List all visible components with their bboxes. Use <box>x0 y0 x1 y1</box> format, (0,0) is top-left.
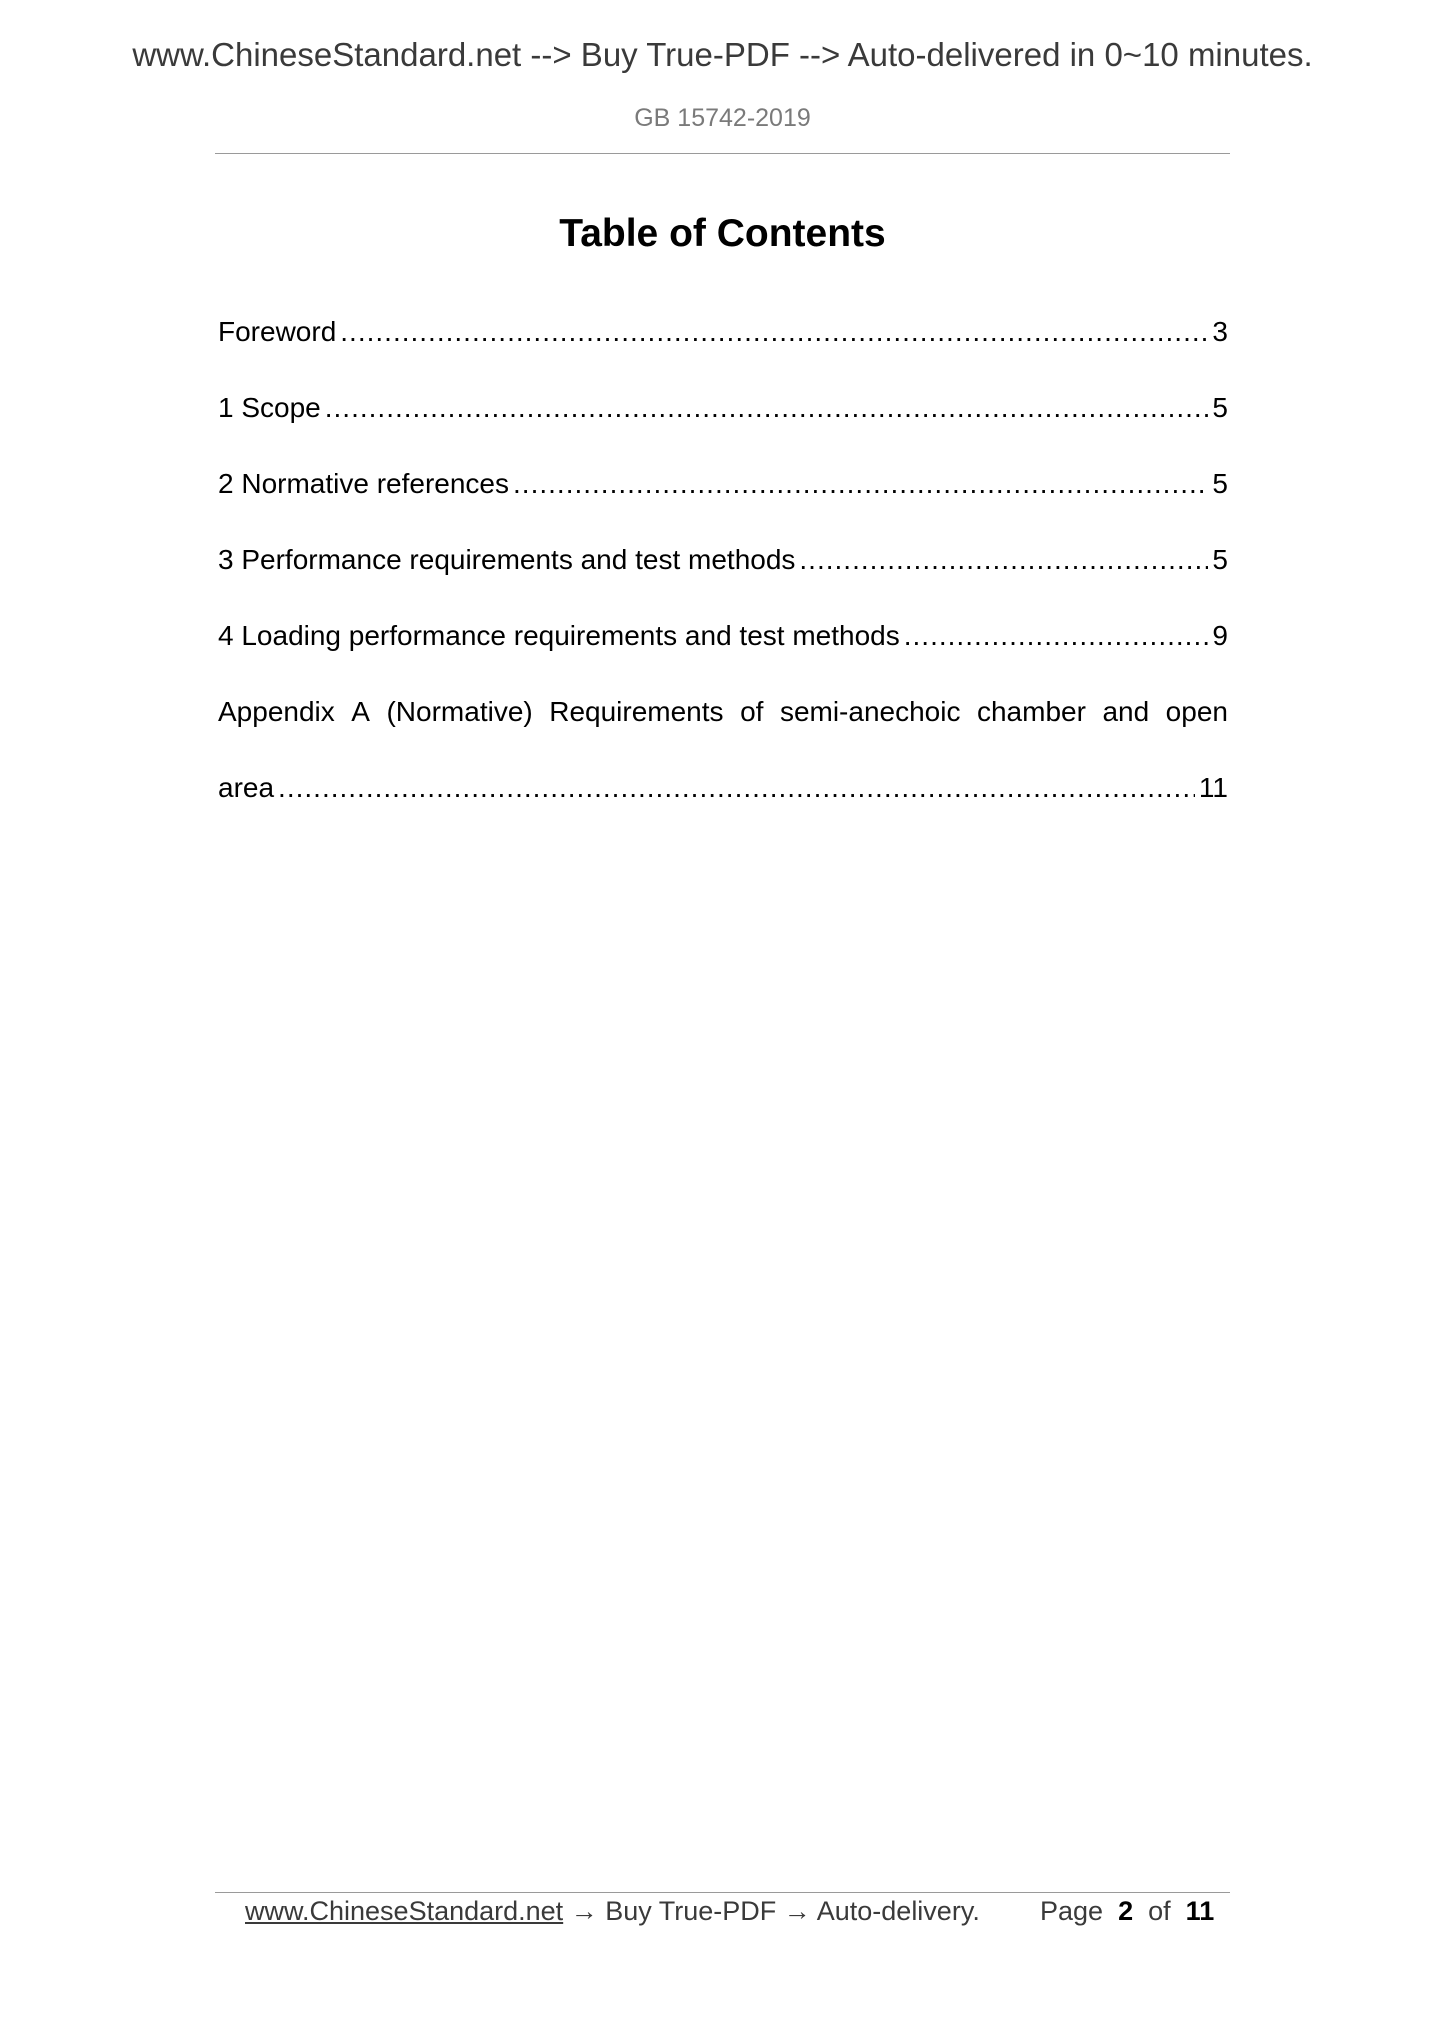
footer-divider <box>215 1892 1230 1893</box>
toc-leader-dots <box>799 540 1208 580</box>
toc-entry-performance-requirements[interactable] <box>218 540 1228 616</box>
toc-entry-label: 3 Performance requirements and test methods <box>218 544 796 575</box>
toc-appendix-word: chamber <box>976 696 1086 727</box>
toc-leader-dots <box>904 616 1209 656</box>
toc-appendix-word: semi-anechoic <box>779 696 961 727</box>
toc-entry-foreword[interactable] <box>218 312 1228 388</box>
toc-entry-page: 11 <box>1198 772 1228 803</box>
toc-leader-dots <box>513 464 1208 504</box>
table-of-contents <box>218 312 1228 844</box>
toc-entry-label: Foreword <box>218 316 337 347</box>
toc-entry-page: 3 <box>1212 316 1228 347</box>
page-footer <box>245 1896 1215 1927</box>
top-banner: www.ChineseStandard.net --> Buy True-PDF --> Auto-delivered in 0~10 minutes. <box>132 36 1313 73</box>
toc-appendix-word: A <box>351 696 370 727</box>
toc-entry-appendix-a-line1[interactable] <box>218 692 1228 768</box>
toc-appendix-word: and <box>1102 696 1150 727</box>
toc-entry-page: 5 <box>1212 544 1228 575</box>
toc-entry-page: 9 <box>1212 620 1228 651</box>
header-divider <box>215 153 1230 154</box>
footer-page-number: 2 <box>1118 1896 1134 1926</box>
toc-entry-page: 5 <box>1212 392 1228 423</box>
footer-page-indicator <box>1040 1896 1214 1927</box>
toc-entry-label: 1 Scope <box>218 392 321 423</box>
toc-entry-scope[interactable] <box>218 388 1228 464</box>
toc-leader-dots <box>325 388 1209 428</box>
toc-entry-normative-references[interactable] <box>218 464 1228 540</box>
toc-leader-dots <box>278 768 1195 808</box>
toc-entry-label: 2 Normative references <box>218 468 510 499</box>
toc-appendix-word: open <box>1165 696 1228 727</box>
document-code: GB 15742-2019 <box>634 104 811 132</box>
toc-entry-loading-performance[interactable] <box>218 616 1228 692</box>
footer-page-total: 11 <box>1185 1896 1215 1926</box>
toc-appendix-word: (Normative) <box>386 696 533 727</box>
toc-appendix-word: of <box>740 696 764 727</box>
toc-appendix-word: Requirements <box>549 696 724 727</box>
footer-website-link[interactable]: www.ChineseStandard.net <box>245 1896 564 1926</box>
toc-entry-label: 4 Loading performance requirements and test methods <box>218 620 900 651</box>
footer-tagline: → Buy True-PDF → Auto-delivery. <box>563 1896 980 1926</box>
toc-entry-appendix-a-line2[interactable] <box>218 768 1228 844</box>
page-title: Table of Contents <box>559 212 886 255</box>
toc-entry-page: 5 <box>1212 468 1228 499</box>
footer-page-of: of <box>1148 1896 1171 1926</box>
toc-entry-label: area <box>218 772 275 803</box>
toc-leader-dots <box>340 312 1208 352</box>
footer-page-prefix: Page <box>1040 1896 1104 1926</box>
toc-appendix-word: Appendix <box>218 696 335 727</box>
